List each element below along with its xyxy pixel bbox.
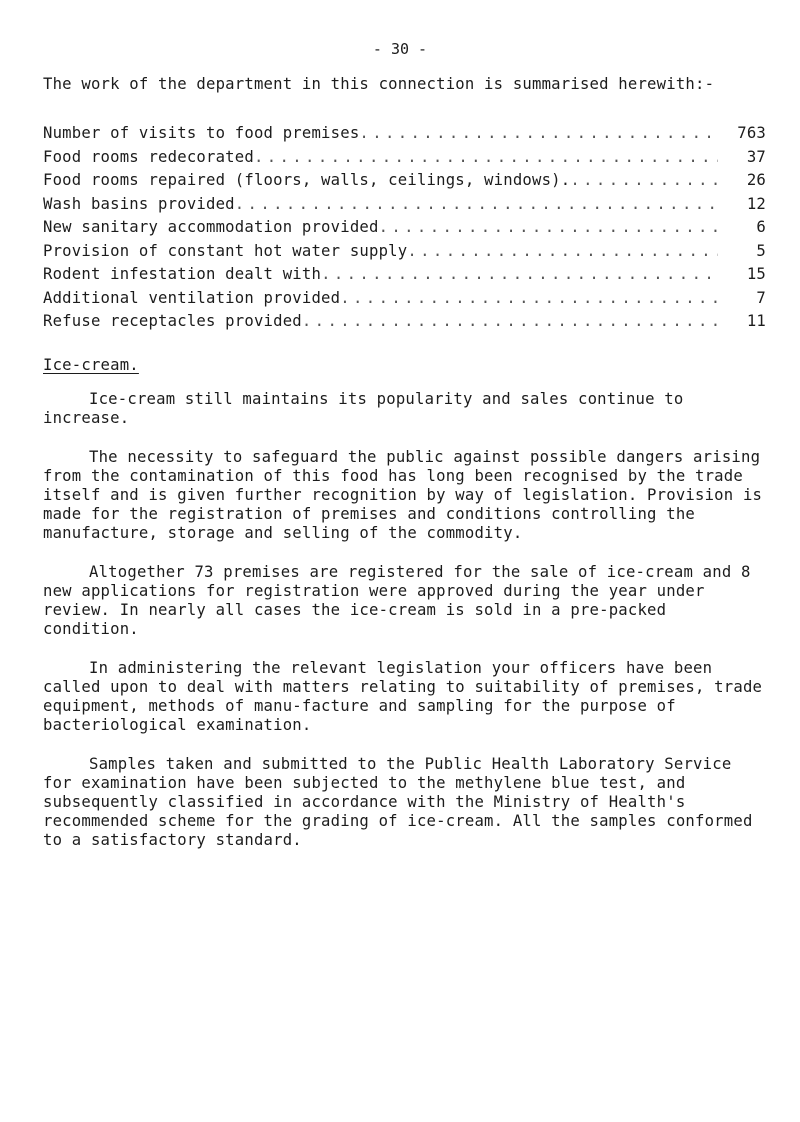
- stat-value: 26: [746, 171, 766, 189]
- section-heading: Ice-cream.: [43, 356, 139, 374]
- stat-label: Number of visits to food premises: [43, 124, 360, 142]
- dot-leader: [359, 124, 718, 142]
- dot-leader: [321, 265, 718, 283]
- stat-row: [43, 171, 766, 195]
- paragraph: The necessity to safeguard the public against possible dangers arising from the contamination of this food has long been recognised by the trade itself and is given further recognition by way of legislation. Provision is made for the registration of premises and conditions controlling the manufacture, storage and selling of the commodity.: [43, 448, 763, 542]
- page-number: - 30 -: [372, 40, 428, 58]
- stat-label: Refuse receptacles provided: [43, 312, 302, 330]
- stat-label: Food rooms redecorated: [43, 147, 254, 166]
- stat-value: 763: [737, 124, 766, 142]
- dot-leader: [235, 195, 718, 213]
- intro-text: The work of the department in this connection is summarised herewith:-: [43, 75, 715, 93]
- stat-row: [43, 289, 766, 313]
- stat-row: [43, 242, 766, 266]
- paragraph: Altogether 73 premises are registered for the sale of ice-cream and 8 new applications for registration were approved during the year under review. In nearly all cases the ice-cream is sold in a pre-packed condition.: [43, 563, 751, 638]
- stat-row: [43, 312, 766, 336]
- dot-leader: [302, 312, 718, 330]
- stat-value: 5: [756, 241, 766, 260]
- stat-value: 37: [746, 147, 766, 166]
- paragraph: Ice-cream still maintains its popularity and sales continue to increase.: [43, 390, 684, 427]
- stat-row: [43, 265, 766, 289]
- stat-value: 11: [746, 312, 766, 330]
- body-text: [43, 390, 768, 870]
- dot-leader: [340, 289, 718, 307]
- stat-value: 12: [746, 194, 766, 213]
- dot-leader: [254, 148, 718, 166]
- stat-label: New sanitary accommodation provided: [43, 218, 379, 236]
- stat-label: Provision of constant hot water supply: [43, 241, 408, 260]
- dot-leader: [379, 218, 718, 236]
- stat-label: Wash basins provided: [43, 194, 235, 213]
- stat-label: Rodent infestation dealt with: [43, 265, 322, 283]
- stat-row: [43, 124, 766, 148]
- stat-label: Food rooms repaired (floors, walls, ceilings, windows).: [43, 171, 571, 189]
- stat-value: 7: [756, 288, 766, 307]
- paragraph: In administering the relevant legislation your officers have been called upon to deal with matters relating to suitability of premises, trade equipment, methods of manu-facture and sampling for the purpose of bacteriological examination.: [43, 659, 763, 734]
- stat-value: 6: [756, 218, 766, 236]
- stat-row: [43, 195, 766, 219]
- stat-row: [43, 218, 766, 242]
- stat-label: Additional ventilation provided: [43, 288, 341, 307]
- dot-leader: [407, 242, 718, 260]
- stat-value: 15: [746, 265, 766, 283]
- statistics-list: [43, 124, 766, 336]
- paragraph: Samples taken and submitted to the Public Health Laboratory Service for examination have been subjected to the methylene blue test, and subsequently classified in accordance with the Ministry of Health's recommended scheme for the grading of ice-cream. All the samples conformed to a satisfactory standard.: [43, 755, 753, 849]
- dot-leader: [570, 171, 718, 189]
- stat-row: [43, 148, 766, 172]
